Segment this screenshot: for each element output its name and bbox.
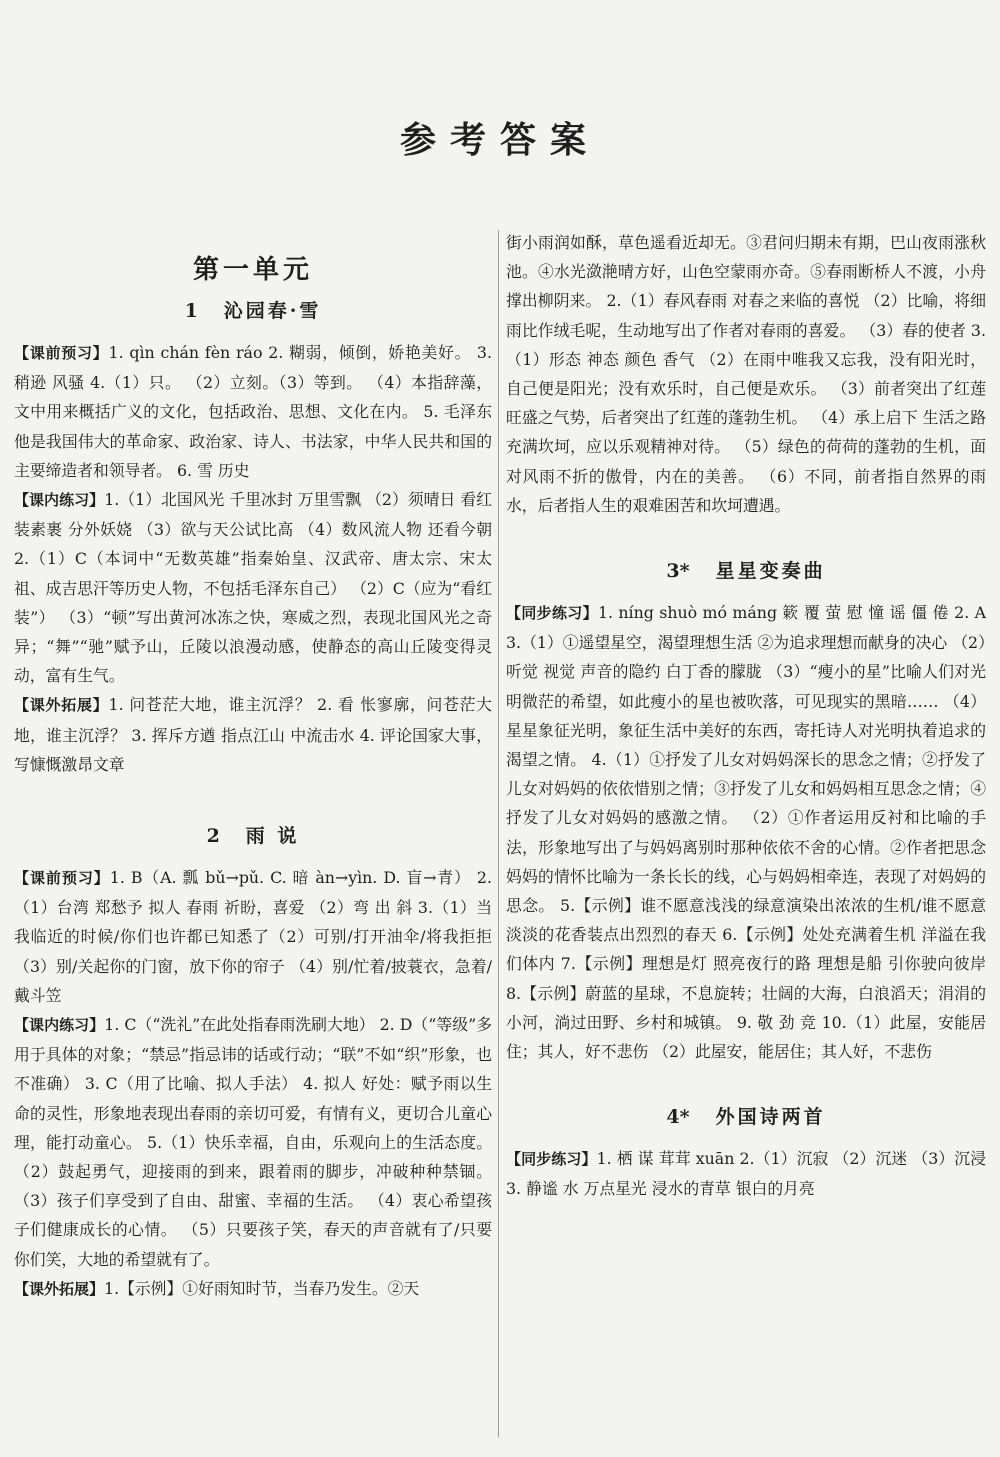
section-label: 【同步练习】 xyxy=(506,1150,597,1169)
section-label: 【课外拓展】 xyxy=(14,696,109,715)
lesson-2-title xyxy=(14,819,492,853)
lesson-4-title xyxy=(506,1100,986,1134)
lesson-number: 3* xyxy=(666,560,690,583)
section-label: 【课前预习】 xyxy=(14,344,109,362)
lesson-2-section-preview xyxy=(14,863,492,1010)
section-text: 1. B（A. 瓢 bǔ→pǔ. C. 暗 àn→yìn. D. 盲→青） 2.（1）台湾 郑愁予 拟人 春雨 祈盼，喜爱 （2）弯 出 斜 3.（1）当我临近的时候/你们也许都已知悉了（2）可别/打开油伞/将我拒拒 （3）别/关起你的门窗，放下你的帘子 （4）别/忙着/披蓑衣，急着/戴斗笠 xyxy=(14,868,492,1005)
page-title: 参考答案 xyxy=(399,119,600,161)
lesson-2-section-extension xyxy=(14,1274,492,1304)
section-text: 1.（1）北国风光 千里冰封 万里雪飘 （2）须晴日 看红装素裹 分外妖娆 （3）欲与天公试比高 （4）数风流人物 还看今朝 2.（1）C（本词中“无数英雄”指秦始皇、汉武帝、唐太宗、宋太祖、成吉思汗等历史人物，不包括毛泽东自己） （2）C（应为“看红装”） （3）“顿”写出黄河冰冻之快，寒威之烈，表现北国风光之奇异；“舞”“驰”赋予山，丘陵以浪漫动感，使静态的高山丘陵变得灵动，富有生气。 xyxy=(14,490,492,686)
lesson-3-title xyxy=(506,554,986,588)
section-text: 1. 栖 谋 茸茸 xuān 2.（1）沉寂 （2）沉迷 （3）沉浸 3. 静谧 水 万点星光 浸水的青草 银白的月亮 xyxy=(506,1149,986,1199)
lesson-2-section-classwork xyxy=(14,1010,492,1274)
section-label: 【同步练习】 xyxy=(506,604,598,623)
section-label: 【课外拓展】 xyxy=(14,1279,105,1298)
lesson-number: 1 xyxy=(184,300,198,322)
lesson-2-continued-text: 街小雨润如酥，草色遥看近却无。③君问归期未有期，巴山夜雨涨秋池。④水光潋滟晴方好，山色空蒙雨亦奇。⑤春雨断桥人不渡，小舟撑出柳阴来。 2.（1）春风春雨 对春之来临的喜悦 （2）比喻，将细雨比作绒毛呢，生动地写出了作者对春雨的喜爱。 （3）春的使者 3.（1）形态 神态 颜色 香气 （2）在雨中唯我又忘我，没有阳光时，自己便是阳光；没有欢乐时，自己便是欢乐。 （3）前者突出了红莲旺盛之气势，后者突出了红莲的蓬勃生机。 （4）承上启下 生活之路充满坎坷，应以乐观精神对待。 （5）绿色的荷荷的蓬勃的生机，面对风雨不折的傲骨，内在的美善。 （6）不同，前者指自然界的雨水，后者指人生的艰难困苦和坎坷遭遇。 xyxy=(506,233,986,515)
lesson-name: 雨 说 xyxy=(245,825,300,848)
section-text: 1.【示例】①好雨知时节，当春乃发生。②天 xyxy=(104,1278,420,1298)
lesson-1-section-classwork xyxy=(14,485,492,690)
lesson-3-section-practice xyxy=(506,598,986,1066)
section-text: 1. qìn chán fèn ráo 2. 糊弱，倾倒，娇艳美好。 3. 稍逊 风骚 4.（1）只。 （2）立刻。（3）等到。 （4）本指辞藻，文中用来概括广义的文化，包括政治、思想、文化在内。 5. 毛泽东 他是我国伟大的革命家、政治家、诗人、书法家，中华人民共和国的主要缔造者和领导者。 6. 雪 历史 xyxy=(14,343,492,480)
right-column xyxy=(506,228,986,1447)
lesson-name: 外国诗两首 xyxy=(715,1106,826,1129)
lesson-name: 星星变奏曲 xyxy=(715,560,826,583)
column-divider xyxy=(498,230,499,1437)
section-text: 1. C（“洗礼”在此处指春雨洗刷大地） 2. D（“等级”多用于具体的对象；“禁忌”指忌讳的话或行动；“联”不如“织”形象，也不准确） 3. C（用了比喻、拟人手法） 4. 拟人 好处：赋予雨以生命的灵性，形象地表现出春雨的亲切可爱，有情有义，更切合儿童心理，能打动童心。 5.（1）快乐幸福，自由，乐观向上的生活态度。 （2）鼓起勇气，迎接雨的到来，跟着雨的脚步，冲破种种禁锢。 （3）孩子们享受到了自由、甜蜜、幸福的生活。 （4）衷心希望孩子们健康成长的心情。 （5）只要孩子笑，春天的声音就有了/只要你们笑，大地的希望就有了。 xyxy=(14,1015,492,1269)
lesson-number: 4* xyxy=(666,1106,690,1129)
section-text: 1. 问苍茫大地，谁主沉浮？ 2. 看 怅寥廓，问苍茫大地，谁主沉浮？ 3. 挥斥方遒 指点江山 中流击水 4. 评论国家大事，写慷慨激昂文章 xyxy=(14,695,492,774)
lesson-1-section-extension xyxy=(14,690,492,779)
section-label: 【课前预习】 xyxy=(14,869,110,888)
lesson-1-title xyxy=(14,294,492,328)
lesson-number: 2 xyxy=(206,825,220,848)
unit-title: 第一单元 xyxy=(192,255,313,285)
lesson-4-section-practice xyxy=(506,1144,986,1203)
section-label: 【课内练习】 xyxy=(14,491,105,510)
section-text: 1. níng shuò mó máng 簌 覆 萤 慰 憧 谣 僵 倦 2. A 3.（1）①遥望星空，渴望理想生活 ②为追求理想而献身的决心 （2）听觉 视觉 声音的隐约 白丁香的朦胧 （3）“瘦小的星”比喻人们对光明微茫的希望，如此瘦小的星也被吹落，可见现实的黑暗…… （4）星星象征光明，象征生活中美好的东西，寄托诗人对光明执着追求的渴望之情。 4.（1）①抒发了儿女对妈妈深长的思念之情；②抒发了儿女对妈妈的依依惜别之情；③抒发了儿女和妈妈相互思念之情；④抒发了儿女对妈妈的感激之情。 （2）①作者运用反衬和比喻的手法，形象地写出了与妈妈离别时那种依依不舍的心情。②作者把思念妈妈的情怀比喻为一条长长的线，心与妈妈相牵连，表现了对妈妈的思念。 5.【示例】谁不愿意浅浅的绿意演染出浓浓的生机/谁不愿意淡淡的花香装点出烈烈的春天 6.【示例】处处充满着生机 洋溢在我们体内 7.【示例】理想是灯 照亮夜行的路 理想是船 引你驶向彼岸 8.【示例】蔚蓝的星球，不息旋转；壮阔的大海，白浪滔天；涓涓的小河，淌过田野、乡村和城镇。 9. 敬 劲 竞 10.（1）此屋，安能居住；其人，好不悲伤 （2）此屋安，能居住；其人好，不悲伤 xyxy=(506,603,986,1062)
lesson-name: 沁园春·雪 xyxy=(223,300,322,322)
lesson-1-section-preview xyxy=(14,338,492,485)
section-label: 【课内练习】 xyxy=(14,1016,105,1035)
left-column xyxy=(14,228,492,1447)
